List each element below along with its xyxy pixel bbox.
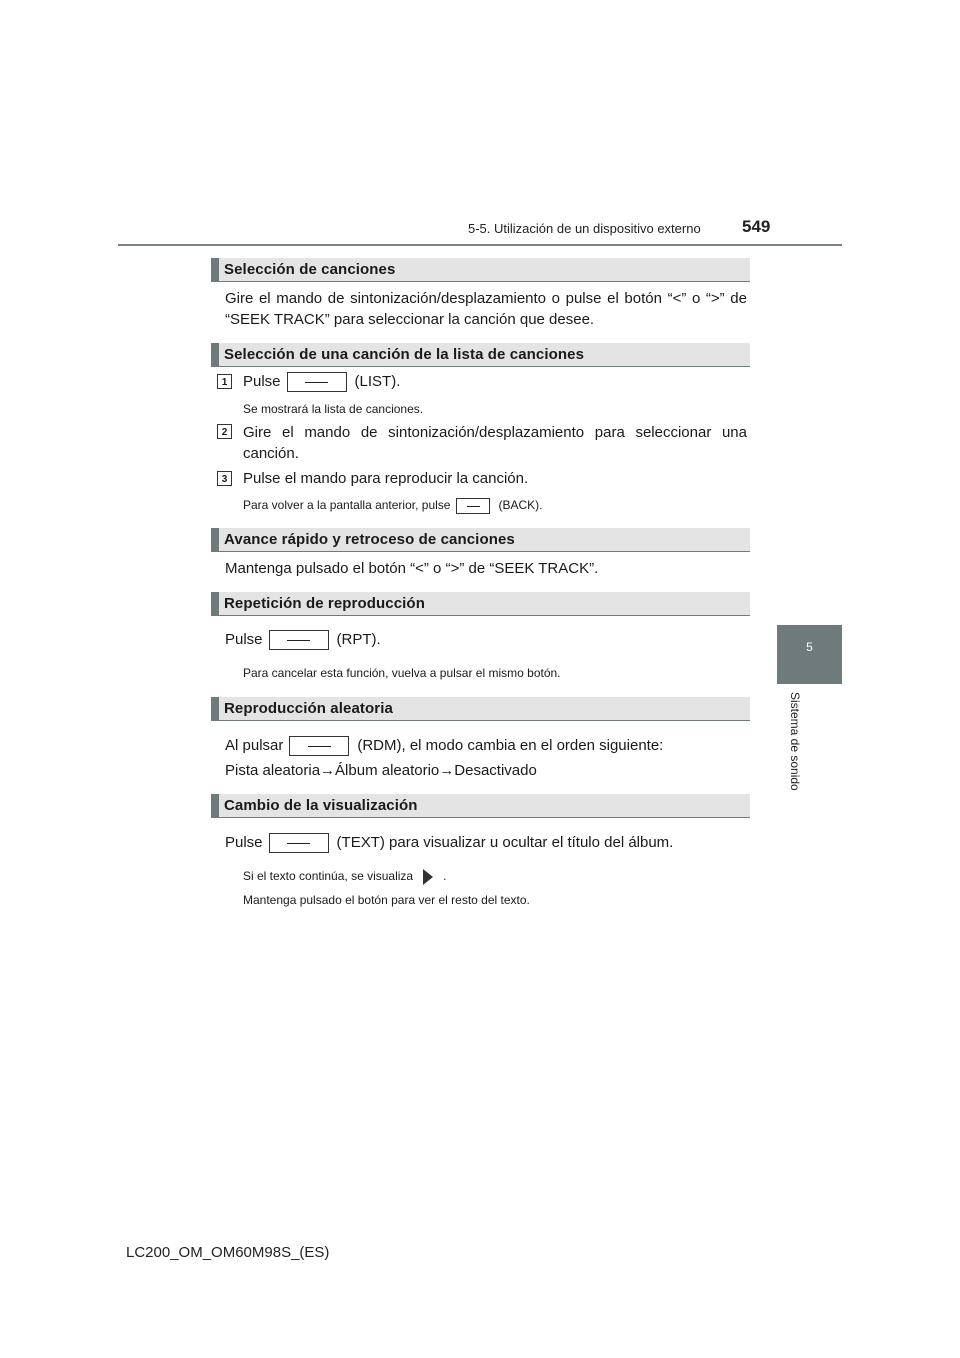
song-selection-text: Gire el mando de sintonización/desplazamiento o pulse el botón “<” o “>” de “SEEK TRACK” para seleccionar la canción que desee. xyxy=(225,290,747,328)
section-header-display xyxy=(211,794,750,818)
repeat-text-b: (RPT). xyxy=(336,631,381,648)
step-3-note xyxy=(243,498,542,514)
rpt-button-icon xyxy=(269,630,329,650)
list-button-icon xyxy=(287,372,347,392)
step-3-note-a: Para volver a la pantalla anterior, pulse xyxy=(243,498,451,513)
section-header-repeat xyxy=(211,592,750,616)
text-button-icon xyxy=(269,833,329,853)
section-title: Selección de una canción de la lista de canciones xyxy=(224,346,585,363)
step-1-text xyxy=(243,371,400,392)
display-note-1-b: . xyxy=(443,869,447,884)
step-1-text-a: Pulse xyxy=(243,373,281,390)
section-title: Reproducción aleatoria xyxy=(224,700,393,717)
chapter-label: Sistema de sonido xyxy=(788,692,802,791)
section-header-fast-forward xyxy=(211,528,750,552)
section-title: Repetición de reproducción xyxy=(224,595,425,612)
section-title: Selección de canciones xyxy=(224,261,396,278)
random-text xyxy=(225,735,663,756)
document-code: LC200_OM_OM60M98S_(ES) xyxy=(126,1244,330,1261)
continue-arrow-icon xyxy=(423,869,433,885)
display-note-1-a: Si el texto continúa, se visualiza xyxy=(243,869,414,884)
rdm-button-icon xyxy=(289,736,349,756)
back-button-icon xyxy=(456,498,490,514)
repeat-note: Para cancelar esta función, vuelva a pulsar el mismo botón. xyxy=(243,666,561,680)
random-text-b: (RDM), el modo cambia en el orden siguiente: xyxy=(357,737,664,754)
step-2-text: Gire el mando de sintonización/desplazamiento para seleccionar una canción. xyxy=(243,424,747,462)
display-text-b: (TEXT) para visualizar u ocultar el título del álbum. xyxy=(336,834,674,851)
section-header-random xyxy=(211,697,750,721)
random-text-a: Al pulsar xyxy=(225,737,284,754)
step-3-text: Pulse el mando para reproducir la canción. xyxy=(243,470,529,487)
repeat-text-a: Pulse xyxy=(225,631,263,648)
header-divider xyxy=(118,244,842,246)
step-1-text-b: (LIST). xyxy=(354,373,401,390)
step-3-note-b: (BACK). xyxy=(498,498,543,513)
display-note-1 xyxy=(243,869,446,885)
step-1-note: Se mostrará la lista de canciones. xyxy=(243,402,424,416)
step-number-1: 1 xyxy=(217,374,232,389)
section-header-song-list xyxy=(211,343,750,367)
section-title: Avance rápido y retroceso de canciones xyxy=(224,531,515,548)
step-number-2: 2 xyxy=(217,424,232,439)
display-note-2: Mantenga pulsado el botón para ver el resto del texto. xyxy=(243,893,530,907)
section-title: Cambio de la visualización xyxy=(224,797,418,814)
display-text xyxy=(225,832,673,853)
chapter-number: 5 xyxy=(806,640,813,654)
chapter-tab xyxy=(777,625,842,684)
step-number-3: 3 xyxy=(217,471,232,486)
header-section-title: 5-5. Utilización de un dispositivo externo xyxy=(468,221,701,236)
display-text-a: Pulse xyxy=(225,834,263,851)
page-number: 549 xyxy=(742,217,771,236)
repeat-text xyxy=(225,629,381,650)
fast-forward-text: Mantenga pulsado el botón “<” o “>” de “SEEK TRACK”. xyxy=(225,560,599,577)
section-header-song-selection xyxy=(211,258,750,282)
random-sequence: Pista aleatoria→Álbum aleatorio→Desactivado xyxy=(225,762,537,779)
